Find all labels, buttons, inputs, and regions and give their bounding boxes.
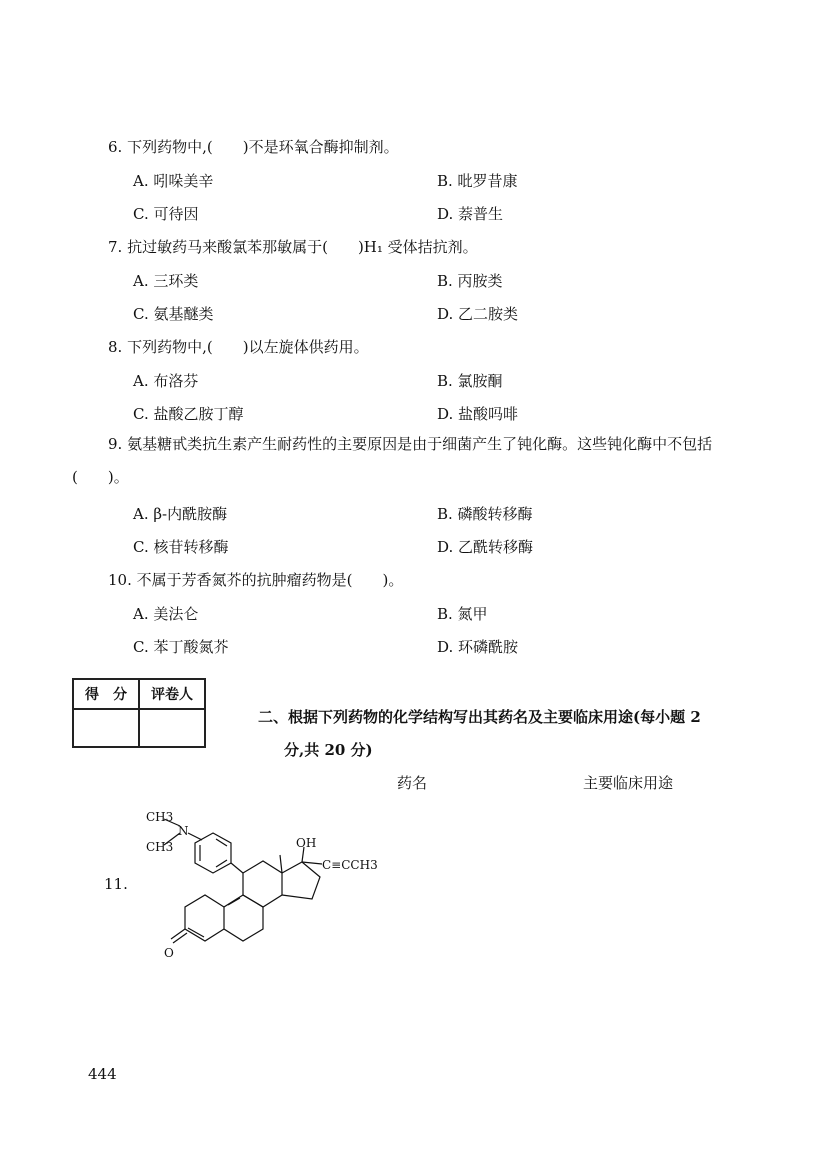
q9-option-b: B. 磷酸转移酶	[437, 505, 533, 523]
q8-option-d: D. 盐酸吗啡	[437, 405, 519, 423]
oxygen-label: O	[164, 946, 174, 960]
question-6	[108, 136, 399, 157]
question-stem: 氨基糖甙类抗生素产生耐药性的主要原因是由于细菌产生了钝化酶。这些钝化酶中不包括( )。	[72, 435, 713, 486]
q7-option-d: D. 乙二胺类	[437, 305, 519, 323]
section-2-title-line2: 分,共 20 分)	[284, 741, 373, 759]
question-number: 6.	[108, 138, 123, 156]
chemical-structure-diagram	[130, 795, 390, 970]
question-stem: 抗过敏药马来酸氯苯那敏属于( )H₁ 受体拮抗剂。	[127, 238, 478, 256]
q6-option-a: A. 吲哚美辛	[133, 172, 214, 190]
q8-option-c: C. 盐酸乙胺丁醇	[133, 405, 244, 423]
grader-cell[interactable]	[139, 709, 205, 747]
q7-option-b: B. 丙胺类	[437, 272, 503, 290]
q9-option-c: C. 核苷转移酶	[133, 538, 229, 556]
question-11-number: 11.	[104, 875, 128, 893]
hydroxyl-label: OH	[296, 836, 317, 850]
page-number: 444	[88, 1065, 117, 1083]
section-2-title-line1: 二、根据下列药物的化学结构写出其药名及主要临床用途(每小题 2	[258, 708, 701, 726]
question-number: 8.	[108, 338, 123, 356]
nitrogen-label: N	[178, 824, 189, 838]
column-header-clinical-use: 主要临床用途	[583, 774, 674, 792]
question-stem: 不属于芳香氮芥的抗肿瘤药物是( )。	[136, 571, 404, 589]
score-label: 得 分	[73, 679, 139, 709]
q7-option-c: C. 氨基醚类	[133, 305, 214, 323]
score-cell[interactable]	[73, 709, 139, 747]
q10-option-a: A. 美法仑	[133, 605, 199, 623]
methyl-label-top: CH3	[146, 810, 174, 824]
q9-option-d: D. 乙酰转移酶	[437, 538, 534, 556]
q10-option-d: D. 环磷酰胺	[437, 638, 519, 656]
q8-option-b: B. 氯胺酮	[437, 372, 503, 390]
q6-option-d: D. 萘普生	[437, 205, 504, 223]
question-7	[108, 236, 478, 257]
methyl-label-bottom: CH3	[146, 840, 174, 854]
q8-option-a: A. 布洛芬	[133, 372, 199, 390]
question-stem: 下列药物中,( )不是环氧合酶抑制剂。	[127, 138, 399, 156]
question-9	[72, 428, 762, 494]
question-8	[108, 336, 369, 357]
propynyl-label: C≡CCH3	[322, 858, 378, 872]
q7-option-a: A. 三环类	[133, 272, 199, 290]
question-10	[108, 569, 403, 590]
question-number: 9.	[108, 435, 123, 453]
question-stem: 下列药物中,( )以左旋体供药用。	[127, 338, 369, 356]
grader-label: 评卷人	[139, 679, 205, 709]
q10-option-c: C. 苯丁酸氮芥	[133, 638, 229, 656]
column-header-drug-name: 药名	[397, 774, 428, 792]
question-number: 7.	[108, 238, 123, 256]
q6-option-c: C. 可待因	[133, 205, 199, 223]
q9-option-a: A. β-内酰胺酶	[133, 505, 228, 523]
score-table	[72, 678, 206, 748]
q6-option-b: B. 吡罗昔康	[437, 172, 518, 190]
question-number: 10.	[108, 571, 132, 589]
q10-option-b: B. 氮甲	[437, 605, 488, 623]
